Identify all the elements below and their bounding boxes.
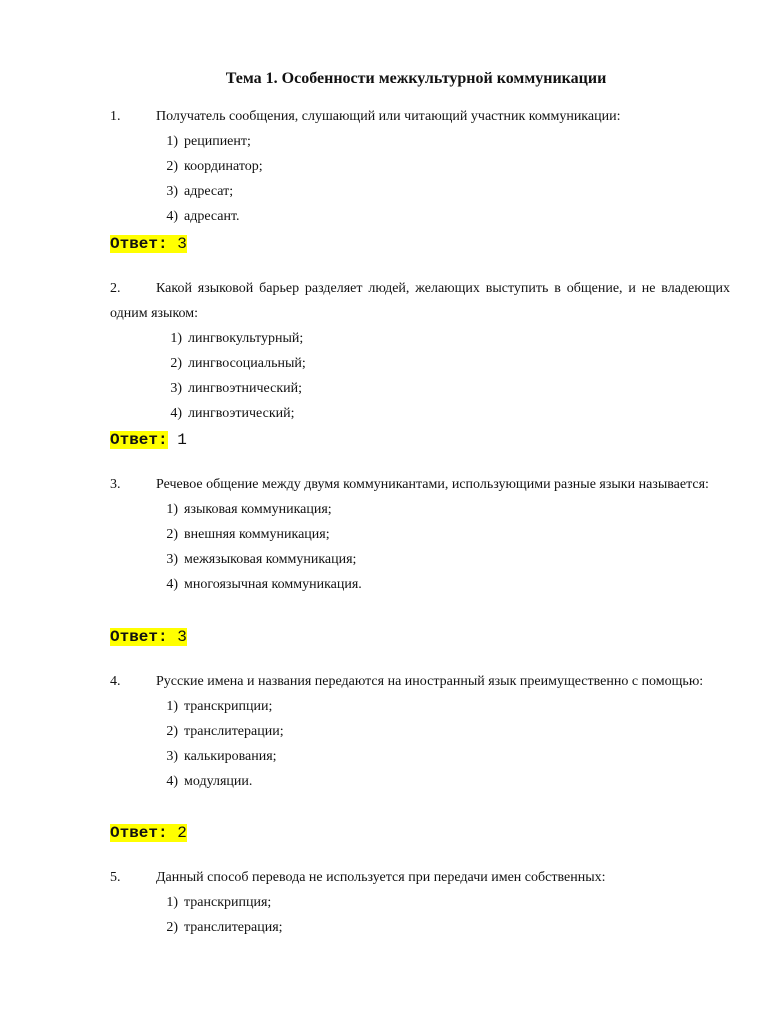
- answer-label: Ответ:: [110, 628, 168, 646]
- answer-3: [110, 627, 187, 647]
- answer-label: Ответ:: [110, 824, 168, 842]
- document-title: [0, 68, 768, 90]
- option: 1) языковая коммуникация;: [166, 502, 332, 517]
- question-text: 2. Какой языковой барьер разделяет людей, желающих выступить в общение, и не владеющих одним языком:: [110, 276, 730, 326]
- answer-4: [110, 823, 187, 843]
- question-number: 3.: [110, 477, 121, 492]
- options-list: [110, 497, 730, 597]
- option: 2) лингвосоциальный;: [170, 356, 306, 371]
- option: 1) лингвокультурный;: [170, 331, 304, 346]
- option: 2) внешняя коммуникация;: [166, 527, 330, 542]
- answer-value: 3: [177, 628, 187, 646]
- option: 1) реципиент;: [166, 134, 251, 149]
- option: 2) координатор;: [166, 159, 263, 174]
- options-list: [110, 129, 730, 229]
- option: 2) транслитерация;: [166, 920, 283, 935]
- option: 3) адресат;: [166, 184, 234, 199]
- question-1: [110, 104, 730, 229]
- option: 4) лингвоэтический;: [170, 406, 295, 421]
- option: 3) межязыковая коммуникация;: [166, 552, 357, 567]
- option: 4) многоязычная коммуникация.: [166, 577, 362, 592]
- option: 4) модуляции.: [166, 774, 253, 789]
- question-number: 2.: [110, 281, 121, 296]
- option: 4) адресант.: [166, 209, 240, 224]
- option: 1) транскрипции;: [166, 699, 273, 714]
- question-4: [110, 669, 730, 794]
- question-number: 4.: [110, 674, 121, 689]
- question-text: 4. Русские имена и названия передаются на иностранный язык преимущественно с помощью:: [110, 669, 730, 694]
- answer-label: Ответ:: [110, 235, 168, 253]
- option: 2) транслитерации;: [166, 724, 284, 739]
- question-text: 5. Данный способ перевода не используется при передачи имен собственных:: [110, 865, 730, 890]
- question-number: 5.: [110, 870, 121, 885]
- question-5: [110, 865, 730, 940]
- answer-value: 1: [177, 431, 187, 449]
- title-text: Тема 1. Особенности межкультурной коммуникации: [225, 70, 607, 87]
- option: 3) лингвоэтнический;: [170, 381, 303, 396]
- answer-2: [110, 430, 187, 450]
- answer-value: 2: [177, 824, 187, 842]
- question-number: 1.: [110, 109, 121, 124]
- options-list: [110, 694, 730, 794]
- answer-label: Ответ:: [110, 431, 168, 449]
- answer-value: 3: [177, 235, 187, 253]
- answer-1: [110, 234, 187, 254]
- question-2: [110, 276, 730, 426]
- options-list: [110, 326, 730, 426]
- question-3: [110, 472, 730, 597]
- options-list: [110, 890, 730, 940]
- option: 3) калькирования;: [166, 749, 277, 764]
- question-text: 1. Получатель сообщения, слушающий или читающий участник коммуникации:: [110, 104, 730, 129]
- option: 1) транскрипция;: [166, 895, 272, 910]
- question-text: 3. Речевое общение между двумя коммуникантами, использующими разные языки называется:: [110, 472, 730, 497]
